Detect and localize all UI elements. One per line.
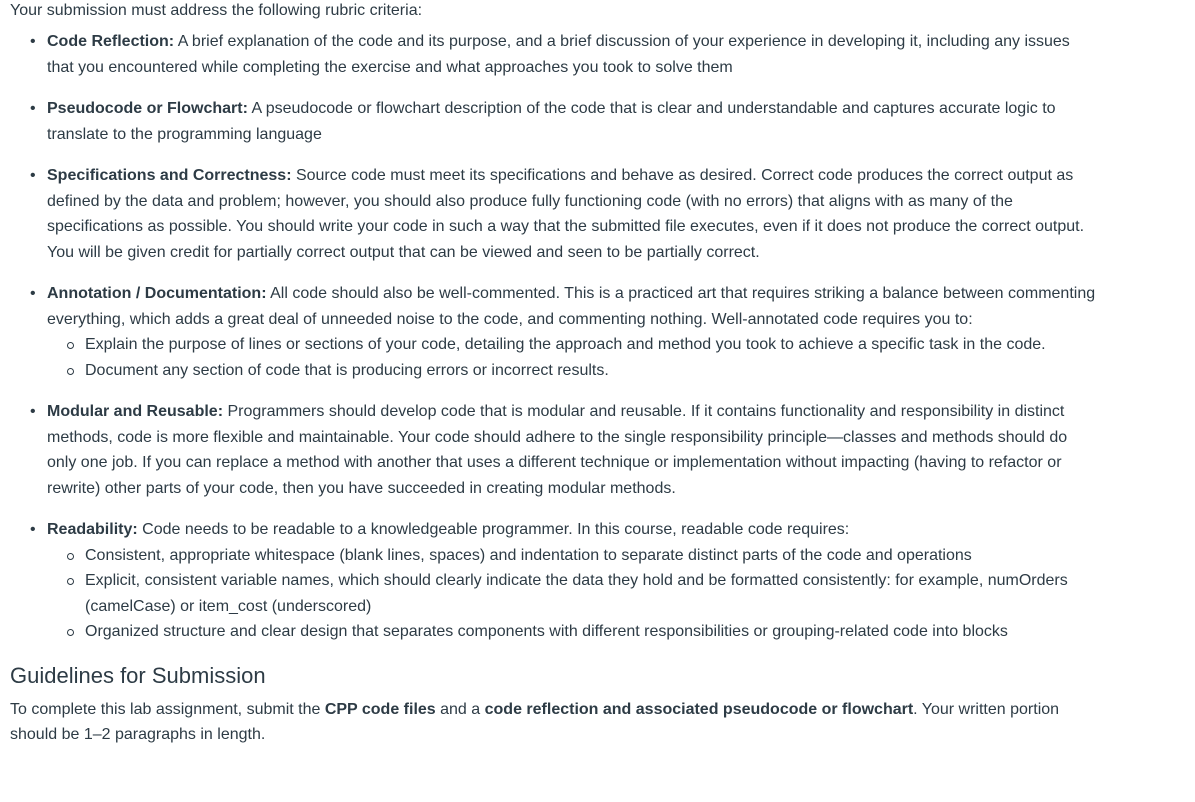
- criterion-text: Code needs to be readable to a knowledgeable programmer. In this course, readable code requires:: [137, 521, 850, 538]
- criterion-readability: [10, 517, 1097, 645]
- bullet-icon: •: [30, 100, 36, 117]
- criterion-specifications: [10, 163, 1097, 265]
- sub-item-text: Explain the purpose of lines or sections of your code, detailing the approach and method you took to achieve a specific task in the code.: [85, 336, 1046, 353]
- readability-sublist: [47, 543, 1097, 645]
- criterion-term: Specifications and Correctness:: [47, 167, 292, 184]
- criterion-text: Source code must meet its specifications and behave as desired. Correct code produces the correct output as defined by the data and problem; however, you should also produce fully functioning code (with no errors) that aligns with as many of the specifications as possible. You should write your code in such a way that the submitted file executes, even if it does not produce the correct output. You will be given credit for partially correct output that can be viewed and seen to be partially correct.: [47, 167, 1085, 261]
- list-item: [47, 619, 1097, 645]
- list-item: [47, 332, 1097, 358]
- guidelines-part: . Your written portion should be 1–2 paragraphs in length.: [10, 700, 1060, 743]
- criterion-text: Programmers should develop code that is modular and reusable. If it contains functionality and responsibility in distinct methods, code is more flexible and maintainable. Your code should adhere to the single responsibility principle—classes and methods should do only one job. If you can replace a method with another that uses a different technique or implementation without impacting (having to refactor or rewrite) other parts of your code, then you have succeeded in creating modular methods.: [47, 403, 1068, 497]
- criterion-term: Pseudocode or Flowchart:: [47, 100, 248, 117]
- intro-text: Your submission must address the following rubric criteria:: [10, 2, 423, 19]
- circle-bullet-icon: [67, 553, 74, 560]
- criterion-text: All code should also be well-commented. This is a practiced art that requires striking a balance between commenting everything, which adds a great deal of unneeded noise to the code, and commenting nothing. Well-annotated code requires you to:: [47, 285, 1096, 328]
- criterion-annotation: [10, 281, 1097, 383]
- list-item: [47, 543, 1097, 569]
- guidelines-part: and a: [435, 700, 485, 718]
- criterion-text: A pseudocode or flowchart description of the code that is clear and understandable and captures accurate logic to translate to the programming language: [47, 100, 1056, 143]
- criterion-text: A brief explanation of the code and its purpose, and a brief discussion of your experience in developing it, including any issues that you encountered while completing the exercise and what approaches you took to solve them: [47, 33, 1070, 76]
- list-item: [47, 568, 1097, 619]
- bullet-icon: •: [30, 33, 36, 50]
- criterion-term: Readability:: [47, 521, 138, 538]
- circle-bullet-icon: [67, 342, 74, 349]
- sub-item-text: Explicit, consistent variable names, which should clearly indicate the data they hold and be formatted consistently: for example, numOrders (camelCase) or item_cost (underscored): [85, 572, 1068, 615]
- annotation-sublist: [47, 332, 1097, 383]
- circle-bullet-icon: [67, 368, 74, 375]
- sub-item-text: Consistent, appropriate whitespace (blank lines, spaces) and indentation to separate distinct parts of the code and operations: [85, 546, 972, 564]
- circle-bullet-icon: [67, 578, 74, 585]
- criterion-code-reflection: [10, 29, 1097, 80]
- guidelines-bold-code-files: CPP code files: [324, 700, 436, 718]
- bullet-icon: •: [30, 521, 36, 538]
- rubric-criteria-list: [10, 29, 1185, 645]
- guidelines-part: To complete this lab assignment, submit the: [10, 700, 325, 718]
- list-item: [47, 358, 1097, 384]
- criterion-term: Annotation / Documentation:: [47, 285, 267, 302]
- guidelines-text: [10, 697, 1080, 748]
- criterion-term: Code Reflection:: [47, 33, 175, 50]
- criterion-term: Modular and Reusable:: [47, 403, 224, 420]
- circle-bullet-icon: [67, 629, 74, 636]
- sub-item-text: Organized structure and clear design that separates components with different responsibilities or grouping-related code into blocks: [85, 623, 1008, 640]
- bullet-icon: •: [30, 285, 36, 302]
- criterion-modular: [10, 399, 1097, 501]
- bullet-icon: •: [30, 167, 36, 184]
- sub-item-text: Document any section of code that is producing errors or incorrect results.: [85, 361, 609, 379]
- guidelines-bold-reflection: code reflection and associated pseudocode or flowchart: [484, 700, 914, 718]
- bullet-icon: •: [30, 403, 36, 420]
- guidelines-heading: Guidelines for Submission: [10, 662, 266, 688]
- criterion-pseudocode: [10, 96, 1097, 147]
